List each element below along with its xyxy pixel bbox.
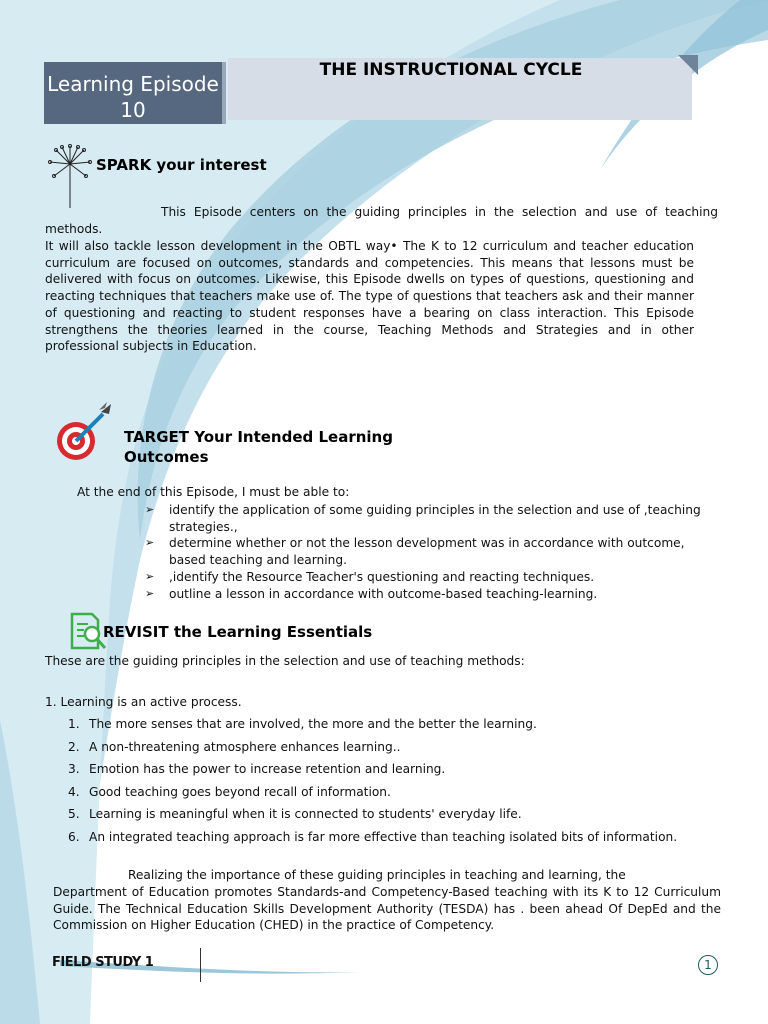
revisit-intro: These are the guiding principles in the selection and use of teaching methods: — [45, 654, 525, 668]
footer-label: FIELD STUDY 1 — [52, 955, 154, 970]
page-title: THE INSTRUCTIONAL CYCLE — [319, 60, 583, 80]
spark-body: It will also tackle lesson development in the OBTL way• The K to 12 curriculum and teacher education curriculum are focused on outcomes, standards and competencies. This means that lessons must be delivered with focus on outcomes. Likewise, this Episode dwells on types of questions, questioning and reacting techniques that teachers make use of. The type of questions that teachers ask and their manner of questioning and reacting to student responses have a bearing on class interaction. This Episode strengthens the theories learned in the course, Teaching Methods and Strategies and in other professional subjects in Education. — [45, 239, 694, 354]
list-item: 3. Emotion has the power to increase retention and learning. — [68, 762, 446, 776]
outcomes-list — [145, 502, 725, 602]
list-item: ➢ ,identify the Resource Teacher's questioning and reacting techniques. — [145, 569, 725, 586]
footer-divider — [200, 948, 201, 982]
principles-list — [44, 713, 724, 848]
page-number: 1 — [698, 955, 718, 975]
list-item: 1. The more senses that are involved, the more and the better the learning. — [68, 717, 537, 731]
dandelion-icon — [46, 144, 94, 210]
list-item: ➢ determine whether or not the lesson development was in accordance with outcome, based teaching and learning. — [145, 535, 725, 568]
closing-first-line: Realizing the importance of these guiding principles in teaching and learning, the — [128, 868, 626, 882]
target-intro: At the end of this Episode, I must be able to: — [77, 485, 350, 499]
target-dart-icon — [55, 402, 115, 462]
corner-fold — [678, 55, 698, 75]
list-item: 5. Learning is meaningful when it is connected to students' everyday life. — [68, 807, 522, 821]
spark-first-line-end: methods. — [45, 222, 103, 236]
list-item: 2. A non-threatening atmosphere enhances learning.. — [68, 739, 401, 754]
document-magnifier-icon — [68, 612, 108, 652]
target-heading: TARGET Your Intended Learning Outcomes — [124, 428, 393, 466]
principle-title: 1. Learning is an active process. — [45, 695, 242, 709]
closing-body: Department of Education promotes Standards-and Competency-Based teaching with its K to 12 Curriculum Guide. The Technical Education Skills Development Authority (TESDA) has . been ahead Of DepEd and the Commission on Higher Education (CHED) in the practice of Competency. — [53, 885, 721, 933]
list-item: ➢ identify the application of some guiding principles in the selection and use of ,teaching strategies., — [145, 502, 725, 535]
episode-label: Learning Episode 10 — [47, 72, 219, 122]
list-item: 4. Good teaching goes beyond recall of information. — [68, 784, 391, 799]
episode-label-box — [44, 62, 226, 124]
spark-first-line: This Episode centers on the guiding principles in the selection and use of teaching — [161, 205, 718, 219]
list-item: 6. An integrated teaching approach is far more effective than teaching isolated bits of information. — [68, 829, 678, 844]
spark-heading: SPARK your interest — [96, 156, 267, 174]
revisit-heading: REVISIT the Learning Essentials — [103, 623, 373, 641]
list-item: ➢ outline a lesson in accordance with outcome-based teaching-learning. — [145, 586, 725, 603]
